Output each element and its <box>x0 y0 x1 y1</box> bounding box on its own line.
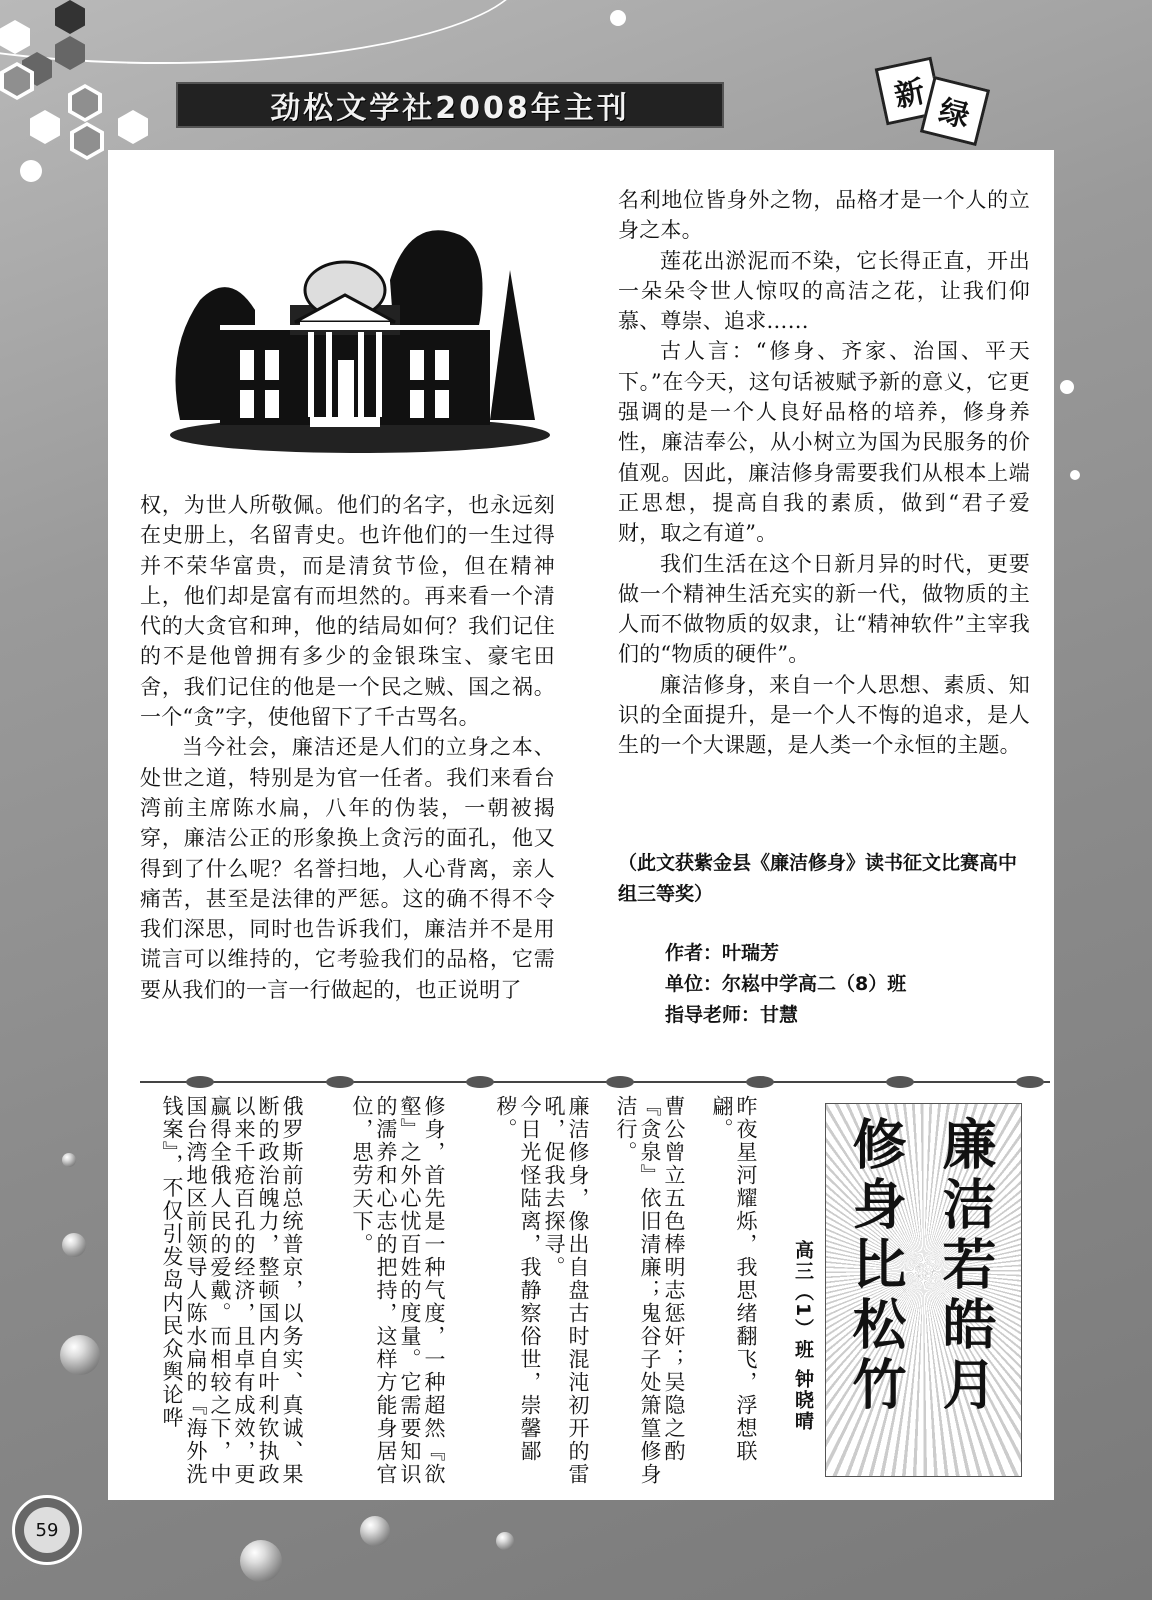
teacher-line: 指导老师：甘慧 <box>665 1004 799 1026</box>
sphere-decoration <box>62 1233 86 1257</box>
dot-decoration <box>1070 470 1080 480</box>
paragraph: 当今社会，廉洁还是人们的立身之本、处世之道，特别是为官一任者。我们来看台湾前主席陈水扁，八年的伪装，一朝被揭穿，廉洁公正的形象换上贪污的面孔，他又得到了什么呢？名誉扫地，人心背离，亲人痛苦，甚至是法律的严惩。这的确不得不令我们深思，同时也告诉我们，廉洁并不是用谎言可以维持的，它考验我们的品格，它需要从我们的一言一行做起的，也正说明了 <box>140 735 555 1002</box>
sphere-decoration <box>496 1532 514 1550</box>
ornamental-divider <box>140 1070 1050 1094</box>
poem-byline: 高三（1）班 钟晓晴 <box>792 1240 814 1432</box>
poem-title-right: 廉洁若皓月 <box>934 1116 997 1416</box>
poem-title-left: 修身比松竹 <box>844 1116 907 1416</box>
sphere-decoration <box>60 1335 100 1375</box>
sphere-decoration <box>360 1516 390 1546</box>
paragraph: 莲花出淤泥而不染，它长得正直，开出一朵朵令世人惊叹的高洁之花，让我们仰慕、尊崇、追求…… <box>618 248 1030 334</box>
magazine-title-bar <box>176 82 724 128</box>
article-right-column <box>618 185 1030 761</box>
paragraph: 我们生活在这个日新月异的时代，更要做一个精神生活充实的新一代，做物质的主人而不做物质的奴隶，让“精神软件”主宰我们的“物质的硬件”。 <box>618 551 1030 667</box>
poem-stanza: 曹公曾立五色棒明志惩奸；吴隐之酌『贪泉』依旧清廉；鬼谷子处箫篁修身洁行。 <box>614 1095 686 1486</box>
award-note: （此文获紫金县《廉洁修身》读书征文比赛高中组三等奖） <box>618 852 1018 905</box>
sphere-decoration <box>240 1540 282 1582</box>
dot-decoration <box>1060 380 1074 394</box>
paragraph: 廉洁修身，来自一个人思想、素质、知识的全面提升，是一个人不悔的追求，是人生的一个大课题，是人类一个永恒的主题。 <box>618 672 1030 758</box>
page-number: 59 <box>24 1507 70 1553</box>
poem-stanza: 昨夜星河耀烁，我思绪翻飞，浮想联翩。 <box>710 1095 758 1463</box>
magazine-title: 劲松文学社2008年主刊 <box>270 91 630 126</box>
stamp-char: 绿 <box>935 93 973 136</box>
article-left-column <box>140 490 555 1005</box>
stamp-char: 新 <box>891 74 929 115</box>
poem-stanza: 修身，首先是一种气度，一种超然『欲壑』之外心忧百姓的度量。它需要知识的濡养和心志的把持，这样方能身居官位，思劳天下。 <box>350 1095 446 1486</box>
paragraph: 古人言：“修身、齐家、治国、平天下。”在今天，这句话被赋予新的意义，它更强调的是一个人良好品格的培养，修身养性，廉洁奉公，从小树立为国为民服务的价值观。因此，廉洁修身需要我们从根本上端正思想，提高自我的素质，做到“君子爱财，取之有道”。 <box>618 339 1030 546</box>
page-number-badge <box>12 1495 82 1565</box>
unit-line: 单位：尔崧中学高二（8）班 <box>665 973 907 995</box>
building-illustration <box>160 210 560 460</box>
poem-stanza: 廉洁修身，像出自盘古时混沌初开的雷吼，促我去探寻。 <box>542 1095 590 1486</box>
poem-stanza: 今日光怪陆离，我静察俗世，崇馨鄙秽。 <box>494 1095 542 1463</box>
author-line: 作者：叶瑞芳 <box>665 942 780 964</box>
dot-decoration <box>610 10 626 26</box>
poem-body <box>160 1095 800 1495</box>
poem-title-box <box>825 1103 1022 1477</box>
dot-decoration <box>20 160 42 182</box>
poem-stanza: 俄罗斯前总统普京，以务实、真诚、果断的政治魄力，整顿国内自叶利钦执政以来千疮百孔的经济，且卓有成效，更赢得全俄人民的爱戴。而相较之下，中国台湾地区前领导人陈水扁的『海外洗钱案』，不仅引发岛内民众舆论哗 <box>160 1095 304 1486</box>
paragraph: 权，为世人所敬佩。他们的名字，也永远刻在史册上，名留青史。也许他们的一生过得并不荣华富贵，而是清贫节俭，但在精神上，他们却是富有而坦然的。再来看一个清代的大贪官和珅，他的结局如何？我们记住的不是他曾拥有多少的金银珠宝、豪宅田舍，我们记住的他是一个民之贼、国之祸。一个“贪”字，使他留下了千古骂名。 <box>140 493 555 730</box>
sphere-decoration <box>62 1153 76 1167</box>
paragraph: 名利地位皆身外之物，品格才是一个人的立身之本。 <box>618 188 1030 243</box>
credits <box>665 938 1045 1031</box>
